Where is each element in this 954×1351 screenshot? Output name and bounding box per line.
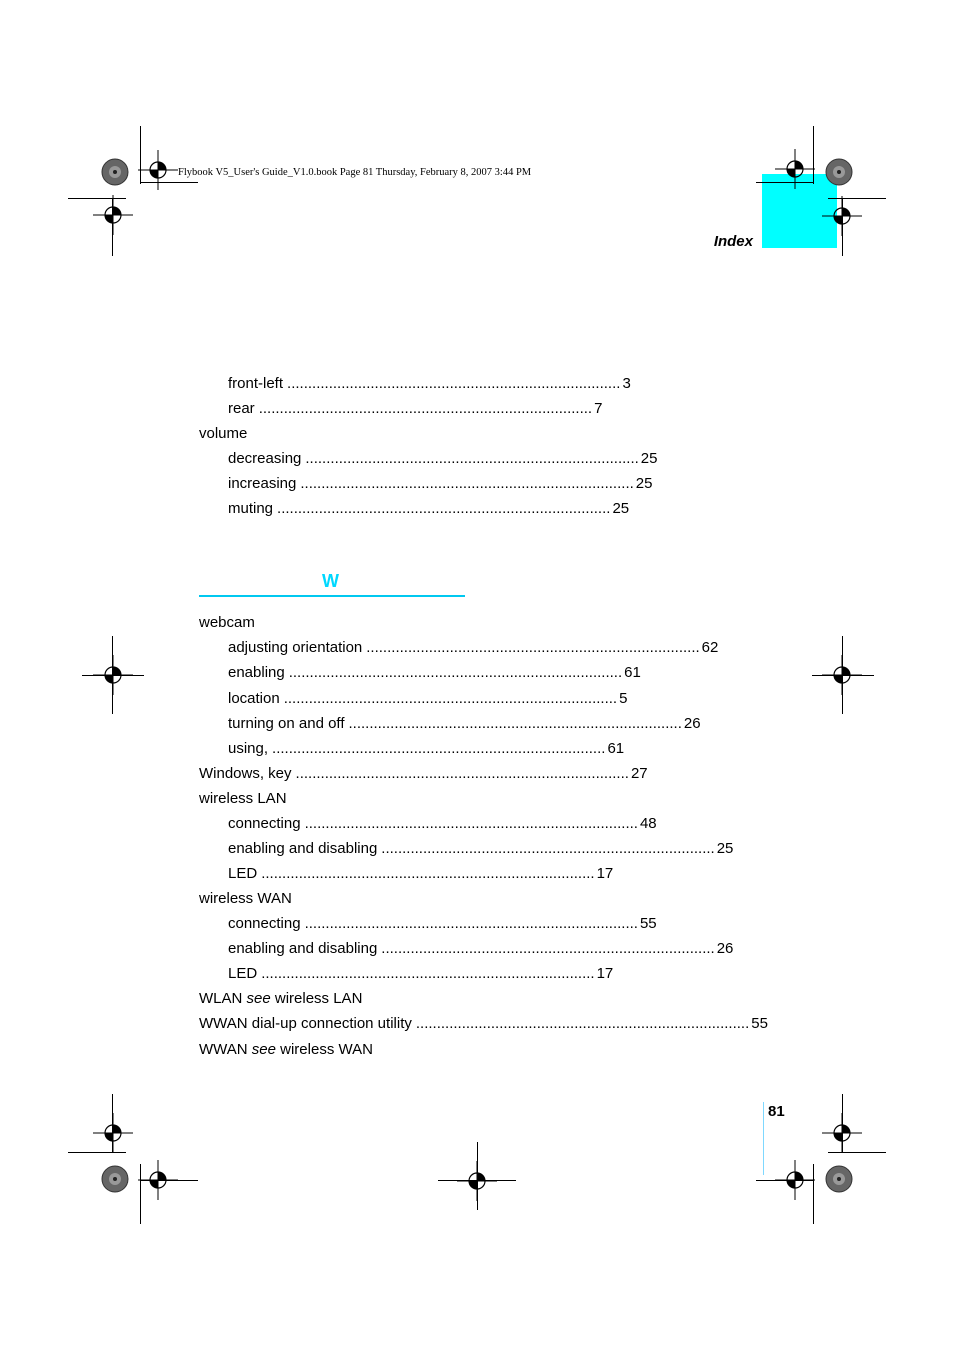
index-entry: enabling and disabling ................................................................................ 25 (228, 840, 734, 857)
registration-mark-icon (822, 655, 862, 695)
index-see-entry: WLAN see wireless LAN (199, 990, 363, 1007)
registration-mark-icon (775, 1160, 815, 1200)
registration-mark-icon (93, 1113, 133, 1153)
registration-mark-icon (93, 195, 133, 235)
page-number-rule (763, 1102, 764, 1175)
index-entry: adjusting orientation ................................................................................ 62 (228, 639, 719, 656)
star-target-icon (825, 158, 853, 186)
index-entry: Windows, key ................................................................................ 27 (199, 765, 648, 782)
index-see-entry: WWAN see wireless WAN (199, 1041, 373, 1058)
index-entry: turning on and off ................................................................................ 26 (228, 715, 701, 732)
registration-mark-icon (822, 196, 862, 236)
index-entry: LED ................................................................................ 17 (228, 865, 614, 882)
index-entry: LED ................................................................................ 17 (228, 965, 614, 982)
page-header-title: Index (713, 233, 753, 250)
registration-mark-icon (775, 149, 815, 189)
index-entry: connecting ................................................................................ 48 (228, 815, 657, 832)
registration-mark-icon (138, 1160, 178, 1200)
index-entry: front-left ................................................................................ 3 (228, 375, 631, 392)
index-heading: wireless WAN (199, 890, 292, 907)
index-entry: WWAN dial-up connection utility ................................................................................ 55 (199, 1015, 768, 1032)
index-entry: enabling ................................................................................ 61 (228, 664, 641, 681)
registration-mark-icon (457, 1161, 497, 1201)
star-target-icon (101, 158, 129, 186)
registration-mark-icon (138, 150, 178, 190)
index-heading: webcam (199, 614, 255, 631)
index-entry: increasing ................................................................................ 25 (228, 475, 653, 492)
section-letter: W (322, 571, 339, 591)
index-entry: connecting ................................................................................ 55 (228, 915, 657, 932)
star-target-icon (101, 1165, 129, 1193)
page-number: 81 (768, 1103, 785, 1120)
index-heading: wireless LAN (199, 790, 287, 807)
index-entry: rear ................................................................................ 7 (228, 400, 603, 417)
index-entry: location ................................................................................ 5 (228, 690, 628, 707)
index-heading: volume (199, 425, 248, 442)
index-entry: using, ................................................................................ 61 (228, 740, 625, 757)
star-target-icon (825, 1165, 853, 1193)
registration-mark-icon (93, 655, 133, 695)
registration-mark-icon (822, 1113, 862, 1153)
print-slug: Flybook V5_User's Guide_V1.0.book Page 81 Thursday, February 8, 2007 3:44 PM (178, 167, 532, 178)
index-entry: decreasing ................................................................................ 25 (228, 450, 658, 467)
index-entry: enabling and disabling ................................................................................ 26 (228, 940, 734, 957)
section-rule (199, 595, 465, 597)
index-entry: muting ................................................................................ 25 (228, 500, 630, 517)
